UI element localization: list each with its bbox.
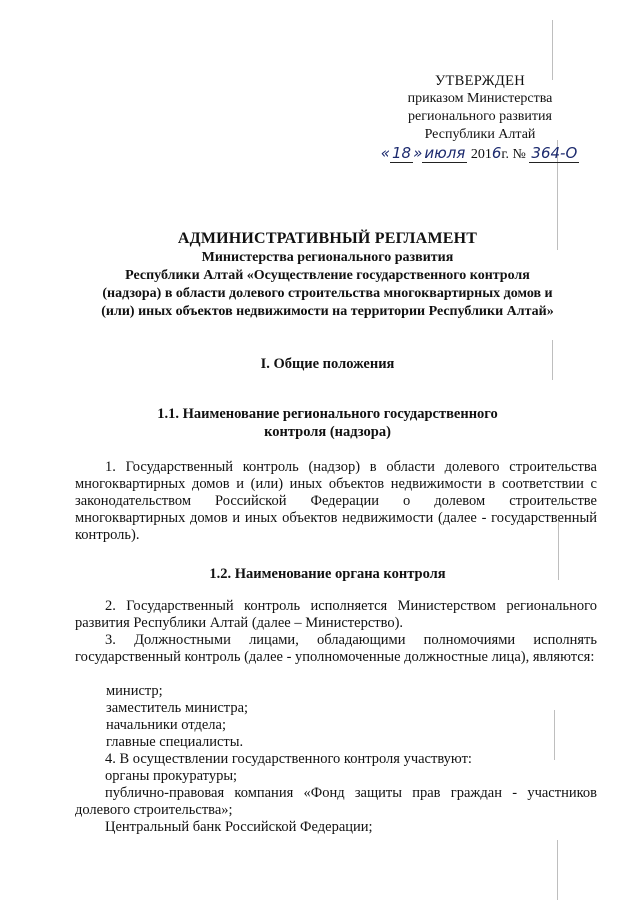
subsection-1-2-text: 1.2. Наименование органа контроля [209, 566, 446, 582]
subsection-1-1-line-1: 1.1. Наименование регионального государственного [157, 406, 498, 422]
approval-line-2: регионального развития [408, 109, 552, 124]
date-day: 18 [391, 144, 412, 162]
title-line-2: Республики Алтай «Осуществление государственного контроля [125, 268, 530, 283]
participant-3: Центральный банк Российской Федерации; [105, 819, 373, 835]
paragraph-2-text: 2. Государственный контроль исполняется Министерством регионального развития Республики Алтай (далее – Министерство). [75, 598, 597, 631]
official-item-4: главные специалисты. [106, 734, 244, 750]
section-heading-text: I. Общие положения [260, 356, 395, 372]
paragraph-4 [75, 751, 597, 836]
title-line-4: (или) иных объектов недвижимости на территории Республики Алтай» [101, 304, 554, 319]
participant-2: публично-правовая компания «Фонд защиты прав граждан - участников долевого строительства»; [75, 785, 597, 818]
document-title [60, 230, 595, 321]
subsection-heading-1-2 [60, 565, 595, 583]
date-year-prefix: 201 [470, 147, 492, 162]
date-close-quote: » [413, 144, 423, 162]
title-line-1: Министерства регионального развития [201, 250, 454, 265]
title-line-3: (надзора) в области долевого строительства многоквартирных домов и [102, 286, 553, 301]
approval-heading: УТВЕРЖДЕН [434, 73, 526, 89]
official-item-3: начальники отдела; [106, 717, 226, 733]
participant-1: органы прокуратуры; [105, 768, 238, 784]
subsection-1-1-line-2: контроля (надзора) [264, 424, 391, 440]
approval-line-1: приказом Министерства [407, 91, 553, 106]
paragraph-1 [75, 459, 597, 544]
date-open-quote: « [380, 144, 390, 162]
approval-date-line [380, 144, 580, 164]
order-number: 364-О [531, 144, 578, 162]
paragraph-3-text: 3. Должностными лицами, обладающими полномочиями исполнять государственный контроль (далее - уполномоченные должностные лица), являются: [75, 632, 597, 665]
approval-line-3: Республики Алтай [424, 127, 536, 142]
official-item-2: заместитель министра; [106, 700, 249, 716]
paragraph-4-text: 4. В осуществлении государственного контроля участвуют: [105, 751, 472, 767]
official-item-1: министр; [106, 683, 163, 699]
paragraph-1-text: 1. Государственный контроль (надзор) в области долевого строительства многоквартирных домов и (или) иных объектов недвижимости в соответствии с законодательством Российской Федерации о долевом строительстве многоквартирных домов и иных объектов недвижимости (далее - государственный контроль). [75, 459, 597, 543]
paragraph-2 [75, 598, 597, 666]
date-year-suffix: 6 [491, 144, 502, 162]
date-month: июля [424, 144, 466, 162]
subsection-heading-1-1 [60, 405, 595, 441]
approval-stamp [380, 72, 580, 164]
section-heading-general [60, 355, 595, 373]
title-main: АДМИНИСТРАТИВНЫЙ РЕГЛАМЕНТ [177, 230, 478, 247]
date-year-unit: г. № [501, 147, 526, 162]
